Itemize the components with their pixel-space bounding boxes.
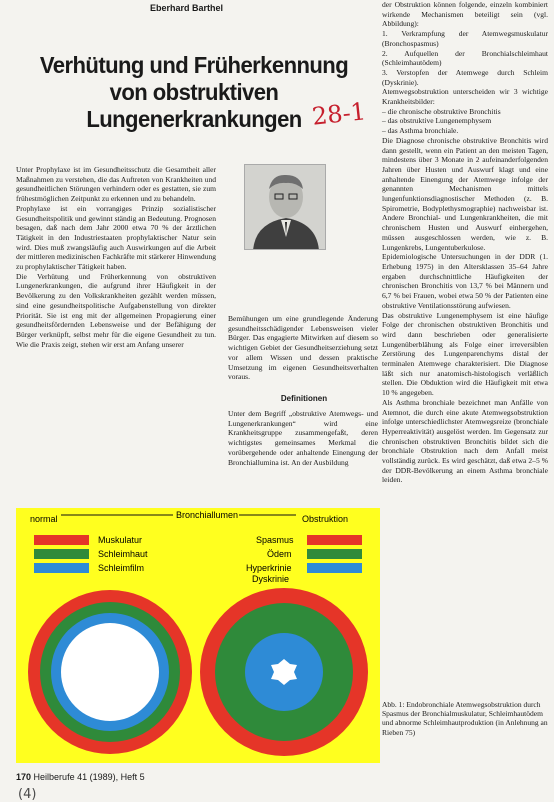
bronchitis-paragraph: Die Diagnose chronische obstruktive Bronchitis wird dann gestellt, wenn ein Patient an den meisten Tagen, mindestens über 3 Monate in 2 aufeinanderfolgenden Jahren über Husten und Auswurf klagt und eine anhaltende Einengung der Atemwege infolge der genannten Mechanismen mittels lungenfunktionsdiagnostischer Methoden (z. B. Spirometrie, Bodyplethysmographie) nachweisbar ist. Andere Bronchial- und Lungenkrankheiten, die mit chronischem Husten und Auswurf einhergehen, müssen ausgeschlossen werden, wie z. B. Lungenkrebs, Lungentuberkulose. [382,135,548,252]
definitions-paragraph: Unter dem Begriff „obstruktive Atemwegs- und Lungenerkrankungen“ wird eine Krankheitsgruppe zusammengefaßt, deren wichtigstes gemeinsames Merkmal die vorübergehende oder anhaltende Einengung der Bronchiallumina ist. An der Ausbildung [228,409,378,467]
legend-red-swatch-right [307,535,362,545]
prophylaxis-paragraph: Prophylaxe ist ein vorrangiges Prinzip sozialistischer Gesundheitspolitik und gewinnt ständig an Bedeutung. Prognosen besagen, daß nach dem Jahr 2000 etwa 70 % der ärztlichen Tätigkeit in den Industriestaaten prophylaktischer Natur sein wird. Dies muß zwangsläufig auch Auswirkungen auf die Arbeit der mittleren medizinischen Fachkräfte mit stärkerer Hinwendung zu prophylaktischer Tätigkeit haben. [16,203,216,272]
figure-svg [16,508,380,763]
footer [16,772,145,782]
legend-red-swatch-left [34,535,89,545]
intro-paragraph: Unter Prophylaxe ist im Gesundheitsschutz die Gesamtheit aller Maßnahmen zu verstehen, die das Auftreten von Krankheiten und gesundheitlichen Störungen verhindern oder es gestatten, sie zum frühestmöglichen Zeitpunkt zu erkennen und zu behandeln. [16,165,216,204]
author: Eberhard Barthel [150,3,224,13]
figure-caption: Abb. 1: Endobronchiale Atemwegsobstruktion durch Spasmus der Bronchialmuskulatur, Schleimhautödem und abnorme Schleimhautproduktion (in Anlehnung an Rieben 75) [382,700,548,737]
legend-blue-swatch-left [34,563,89,573]
mechanism-2: 2. Aufquellen der Bronchialschleimhaut (Schleimhautödem) [382,48,548,68]
normal-cross-section [28,590,192,754]
title-line-2: von obstruktiven [109,79,279,105]
figure-label-normal: normal [30,514,58,524]
mechanism-1: 1. Verkrampfung der Atemwegsmuskulatur (Bronchospasmus) [382,29,548,48]
diseases-intro: Atemwegsobstruktion unterscheiden wir 3 wichtige Krankheitsbilder: [382,87,548,107]
middle-paragraph: Bemühungen um eine grundlegende Änderung gesundheitsschädigender Lebensweisen vieler Bürger. Das engagierte Mitwirken auf diesem so wichtigen Gebiet der Gesundheitserziehung setzt vor allem Wissen und dessen praktische Umsetzung im eigenen Gesundheitsverhalten voraus. [228,314,378,382]
legend-hyperkrinie: Hyperkrinie [246,563,292,573]
asthma-paragraph: Als Asthma bronchiale bezeichnet man Anfälle von Atemnot, die durch eine akute Atemwegsobstruktion infolge unterschiedlichster Atemwegsreize (bronchiale Hyperreaktivität) ausgelöst werden. Im Gegensatz zur chronischen obstruktiven Bronchitis bildet sich die bronchiale Obstruktion nach dem Anfall meist vollständig zurück. Es wird geschätzt, daß etwa 2–5 % der DDR-Bevölkerung an einem Asthma bronchiale leiden. [382,397,548,485]
definitions-heading: Definitionen [280,394,328,403]
legend-dyskrinie: Dyskrinie [252,574,290,584]
portrait-image [245,165,326,250]
epidemiology-paragraph: Epidemiologische Untersuchungen in der DDR (1. Erhebung 1975) in den Altersklassen 35–64 Jahre ergaben durchschnittliche Häufigkeiten der chronischen Bronchitis von 13,7 % bei Männern und 6,7 % bei Frauen, wobei etwa 50 % der Patienten eine obstruktive Ventilationsstörung aufwiesen. [382,252,548,310]
right-paragraph-1: der Obstruktion können folgende, einzeln kombiniert wirkende Mechanismen beteiligt sein (vgl. Abbildung): [382,0,548,29]
legend-spasmus: Spasmus [256,535,294,545]
legend-schleimfilm: Schleimfilm [98,563,145,573]
mechanism-3: 3. Verstopfen der Atemwege durch Schleim (Dyskrinie). [382,67,548,87]
middle-column [228,314,378,382]
legend-blue-swatch-right [307,563,362,573]
legend-green-swatch-left [34,549,89,559]
early-detection-paragraph: Die Verhütung und Früherkennung von obstruktiven Lungenerkrankungen, die aufgrund ihrer Häufigkeit in der Bevölkerung zu den Volkskrankheiten gezählt werden müssen, sind eine gesundheitspolitische Aufgabenstellung von direkter Priorität. Sie ist eng mit der allgemeinen Propagierung einer gesundheitsfördernden Lebensweise und der Befähigung der Bürger verknüpft, selbst mehr für die eigene Gesundheit zu tun. Wie die Praxis zeigt, stehen wir erst am Anfang unserer [16,271,216,349]
page-number: 170 [16,772,32,782]
figure-label-obstruktion: Obstruktion [302,514,349,524]
journal-reference: Heilberufe 41 (1989), Heft 5 [33,772,145,782]
legend-muskulatur: Muskulatur [98,535,143,545]
bronchial-lumen-figure [16,508,380,763]
obstructed-cross-section [200,588,368,756]
legend-odem: Ödem [267,549,292,559]
pencil-note: (4) [18,787,37,802]
figure-label-lumen: Bronchiallumen [176,510,239,520]
author-photo [244,164,326,250]
left-column [16,165,216,349]
legend-schleimhaut: Schleimhaut [98,549,148,559]
definitions-column [228,409,378,467]
title-line-3: Lungenerkrankungen [86,106,302,132]
emphysema-paragraph: Das obstruktive Lungenemphysem ist eine häufige Folge der chronischen obstruktiven Bronchitis und wird dann beschrieben oder generalisierte Lungenüberblähung als Folge einer irreversiblen Zerstörung des Lungenparenchyms distal der terminalen Atemwege charakterisiert. Die Diagnose läßt sich nur anatomisch-histologisch verläßlich stellen. Die Obduktion wird die Häufigkeit mit etwa 10 % angegeben. [382,310,548,398]
disease-item-2: – das obstruktive Lungenemphysem [382,116,492,126]
legend-green-swatch-right [307,549,362,559]
right-column [382,0,548,485]
disease-item-1: – die chronische obstruktive Bronchitis [382,106,501,116]
handwritten-note: 28-1 [310,97,368,131]
title-line-1: Verhütung und Früherkennung [39,52,349,78]
disease-item-3: – das Asthma bronchiale. [382,126,459,136]
